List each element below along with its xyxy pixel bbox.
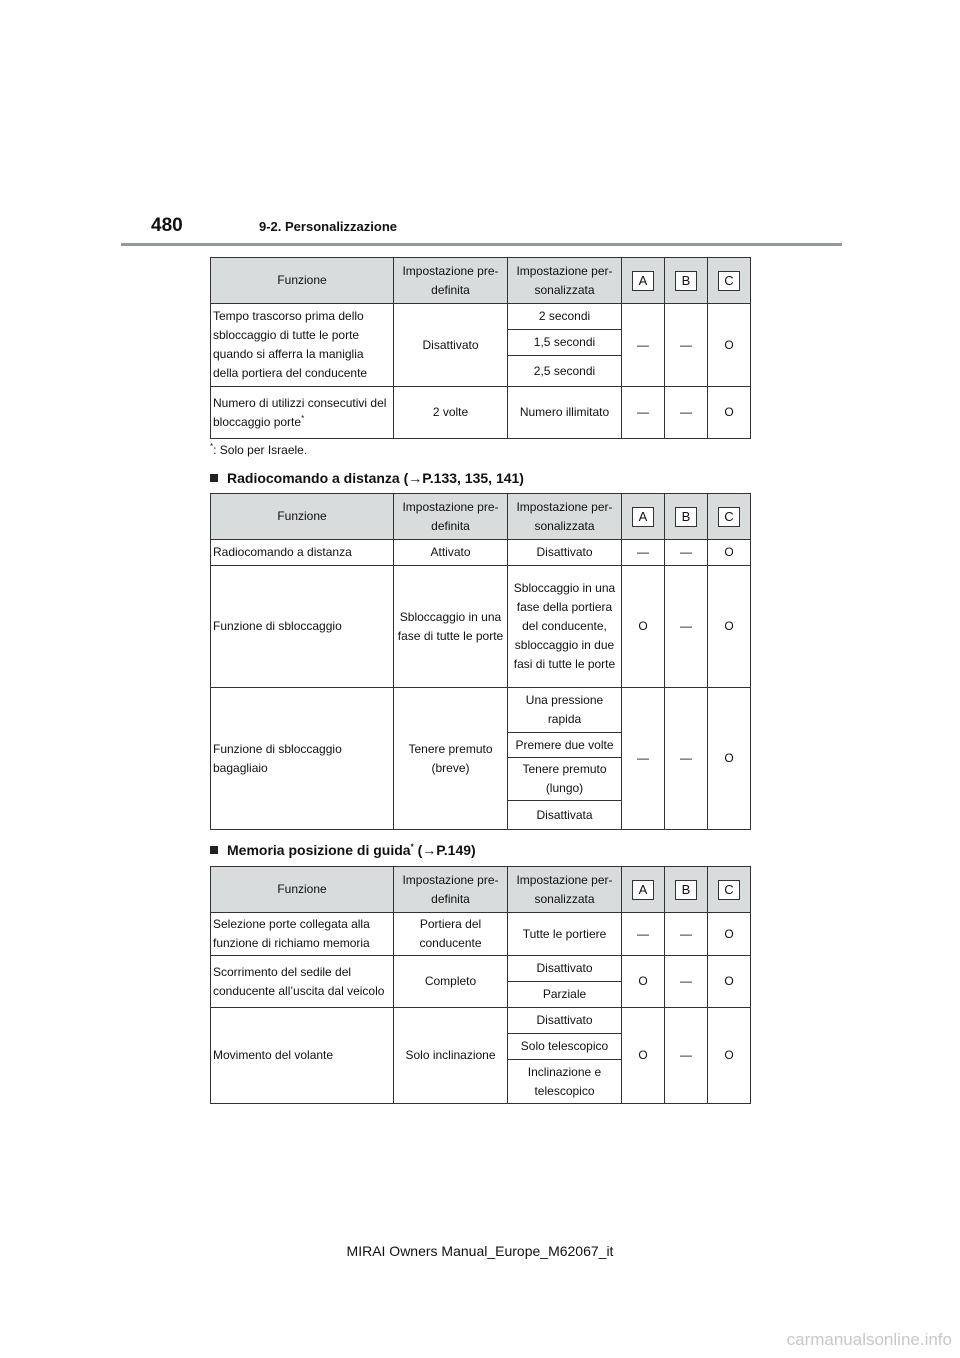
cell-default: Sbloccaggio in una fase di tutte le porte (394, 566, 508, 688)
cell-custom-option: Inclinazione e telescopico (508, 1060, 622, 1104)
column-header-c (708, 258, 751, 304)
column-header-function: Funzione (211, 867, 394, 913)
footnote-text: : Solo per Israele. (213, 443, 308, 457)
cell-default: Tenere premuto (breve) (394, 688, 508, 830)
label-b-icon: B (675, 880, 697, 900)
cell-c: O (708, 1008, 751, 1104)
cell-c: O (708, 540, 751, 566)
column-header-c (708, 867, 751, 913)
cell-b: — (665, 913, 708, 956)
cell-b: — (665, 304, 708, 387)
settings-table-remote-control (210, 493, 751, 830)
cell-c: O (708, 956, 751, 1008)
cell-custom: Tutte le portiere (508, 913, 622, 956)
settings-table-driving-position-memory (210, 866, 751, 1104)
cell-c: O (708, 566, 751, 688)
settings-table-door-lock (210, 257, 751, 439)
subheading-text: Memoria posizione di guida (227, 842, 411, 858)
column-header-default: Impostazione pre- definita (394, 494, 508, 540)
column-header-default: Impostazione pre- definita (394, 258, 508, 304)
column-header-custom: Impostazione per- sonalizzata (508, 258, 622, 304)
column-header-c (708, 494, 751, 540)
cell-custom-option: 1,5 secondi (508, 330, 622, 356)
cell-default: Portiera del conducente (394, 913, 508, 956)
cell-custom-option: 2 secondi (508, 304, 622, 330)
label-c-icon: C (718, 880, 740, 900)
cell-a: — (622, 304, 665, 387)
cell-c: O (708, 688, 751, 830)
cell-custom-option: Disattivato (508, 1008, 622, 1034)
column-header-custom: Impostazione per- sonalizzata (508, 867, 622, 913)
cell-custom-option: Tenere premuto (lungo) (508, 758, 622, 801)
cell-custom-option: Solo telescopico (508, 1034, 622, 1060)
column-header-custom: Impostazione per- sonalizzata (508, 494, 622, 540)
footnote-mark: * (210, 442, 214, 451)
cell-function: Funzione di sbloccaggio (211, 566, 394, 688)
label-b-icon: B (675, 271, 697, 291)
cell-custom-option: 2,5 secondi (508, 356, 622, 387)
column-header-default: Impostazione pre- definita (394, 867, 508, 913)
cell-custom-option: Disattivata (508, 801, 622, 830)
bullet-icon (210, 474, 218, 482)
cell-a: — (622, 688, 665, 830)
label-b-icon: B (675, 507, 697, 527)
cell-custom: Sbloccaggio in una fase della portiera del conducente, sbloccaggio in due fasi di tutte le porte (508, 566, 622, 688)
cell-function: Scorrimento del sedile del conducente all’uscita dal veicolo (211, 956, 394, 1008)
cell-a: — (622, 540, 665, 566)
cell-default: 2 volte (394, 387, 508, 439)
cell-function: Movimento del volante (211, 1008, 394, 1104)
subheading-driving-position-memory (210, 840, 476, 860)
cell-a: O (622, 566, 665, 688)
column-header-b (665, 867, 708, 913)
cell-b: — (665, 1008, 708, 1104)
label-c-icon: C (718, 507, 740, 527)
cell-default: Completo (394, 956, 508, 1008)
cell-function: Radiocomando a distanza (211, 540, 394, 566)
column-header-b (665, 494, 708, 540)
cell-c: O (708, 387, 751, 439)
cell-default: Disattivato (394, 304, 508, 387)
section-title: 9-2. Personalizzazione (259, 219, 397, 234)
cell-function: Tempo trascorso prima dello sbloccaggio di tutte le porte quando si afferra la maniglia della portiera del conducente (211, 304, 394, 387)
label-a-icon: A (632, 880, 654, 900)
column-header-a (622, 867, 665, 913)
cell-a: O (622, 1008, 665, 1104)
cell-b: — (665, 688, 708, 830)
cell-function: Selezione porte collegata alla funzione di richiamo memoria (211, 913, 394, 956)
label-c-icon: C (718, 271, 740, 291)
footnote-mark: * (301, 413, 305, 423)
cell-custom-option: Disattivato (508, 956, 622, 982)
cell-default: Attivato (394, 540, 508, 566)
cell-function (211, 387, 394, 439)
cell-a: O (622, 956, 665, 1008)
subheading-ref: (→P.149) (413, 842, 476, 858)
footnote-mark: * (410, 842, 414, 852)
watermark: carmanualsonline.info (786, 1330, 952, 1349)
column-header-b (665, 258, 708, 304)
cell-c: O (708, 304, 751, 387)
cell-custom: Numero illimitato (508, 387, 622, 439)
bullet-icon (210, 846, 218, 854)
cell-custom-option: Premere due volte (508, 733, 622, 758)
cell-custom: Disattivato (508, 540, 622, 566)
column-header-a (622, 258, 665, 304)
column-header-function: Funzione (211, 258, 394, 304)
cell-b: — (665, 956, 708, 1008)
cell-b: — (665, 540, 708, 566)
page-number: 480 (151, 215, 183, 236)
subheading-text: Radiocomando a distanza (→P.133, 135, 141) (227, 470, 524, 486)
column-header-function: Funzione (211, 494, 394, 540)
header-rule (121, 243, 842, 246)
cell-custom-option: Una pressione rapida (508, 688, 622, 733)
cell-b: — (665, 566, 708, 688)
label-a-icon: A (632, 271, 654, 291)
cell-b: — (665, 387, 708, 439)
cell-default: Solo inclinazione (394, 1008, 508, 1104)
subheading-remote-control (210, 468, 524, 488)
cell-custom-option: Parziale (508, 982, 622, 1008)
document-footer: MIRAI Owners Manual_Europe_M62067_it (346, 1243, 614, 1259)
label-a-icon: A (632, 507, 654, 527)
footnote (210, 442, 307, 458)
function-text: Numero di utilizzi consecutivi del bloccaggio porte (213, 395, 387, 429)
cell-function: Funzione di sbloccaggio bagagliaio (211, 688, 394, 830)
cell-a: — (622, 913, 665, 956)
column-header-a (622, 494, 665, 540)
cell-a: — (622, 387, 665, 439)
cell-c: O (708, 913, 751, 956)
